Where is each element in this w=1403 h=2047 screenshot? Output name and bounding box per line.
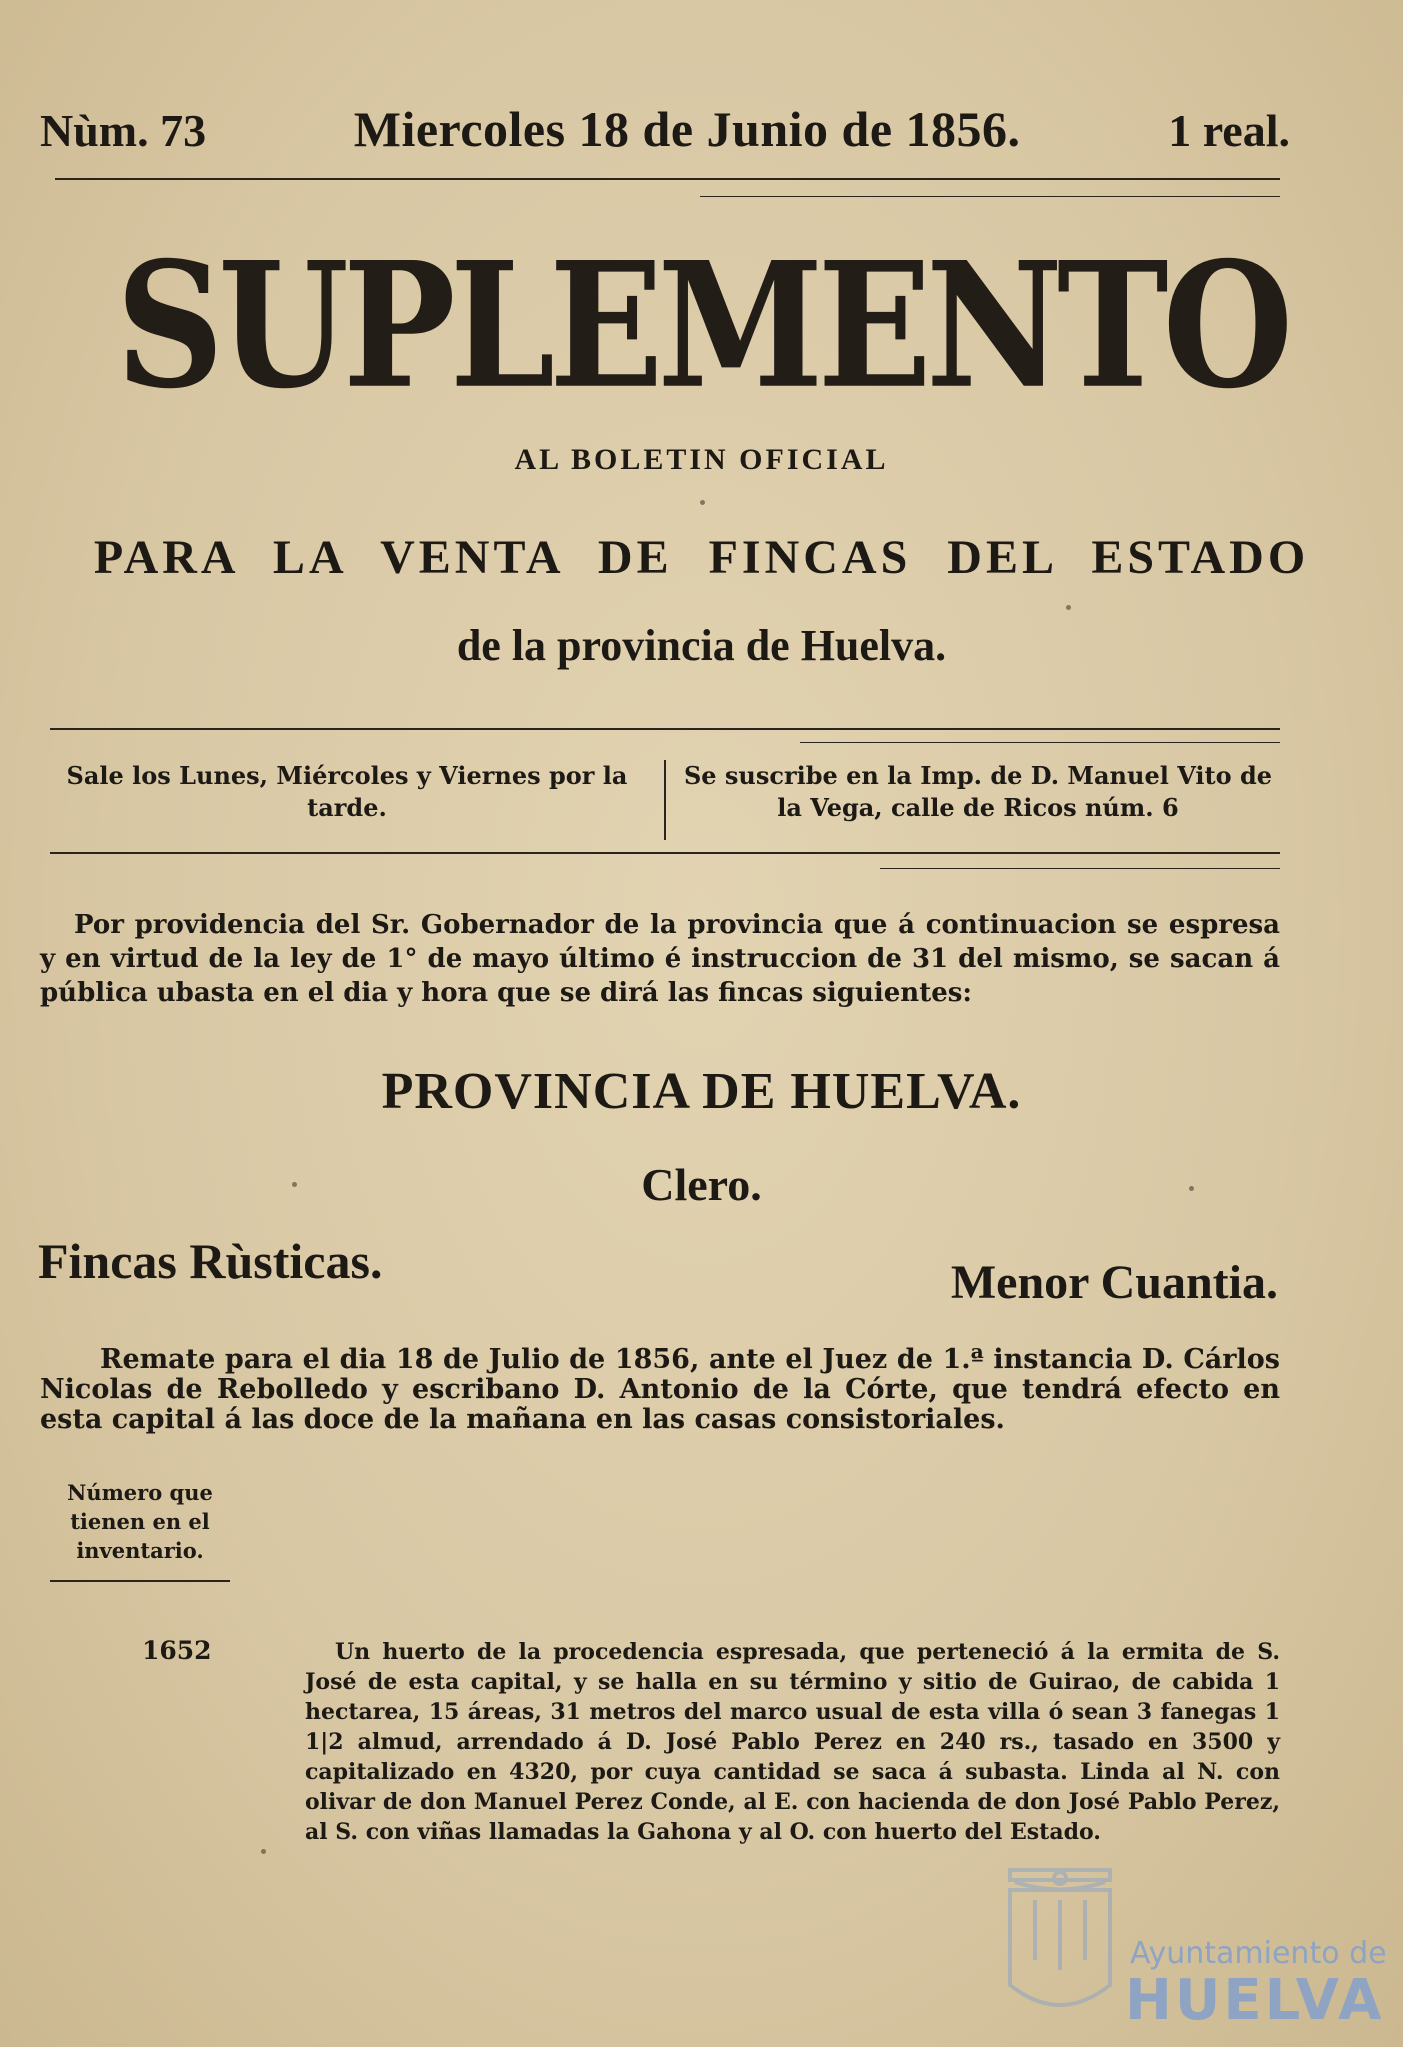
ink-speck (700, 500, 705, 505)
subscription-info: Se suscribe en la Imp. de D. Manuel Vito de la Vega, calle de Ricos núm. 6 (664, 760, 1280, 840)
subscription-rule-top-thin (800, 742, 1280, 743)
masthead-rule-thin (700, 196, 1280, 197)
ink-speck (1189, 1186, 1194, 1191)
subscription-rule-top (50, 728, 1280, 730)
ink-speck (261, 1849, 266, 1854)
property-description: Un huerto de la procedencia espresada, que perteneció á la ermita de S. José de esta capital, y se halla en su término y sitio de Guirao, de cabida 1 hectarea, 15 áreas, 31 metros del marco usual de esta villa ó sean 3 fanegas 1 1|2 almud, arrendado á D. José Pablo Perez en 240 rs., tasado en 3500 y capitalizado en 4320, por cuya cantidad se saca á subasta. Linda al N. con olivar de don Manuel Perez Conde, al E. con hacienda de don José Pablo Perez, al S. con viñas llamadas la Gahona y al O. con huerto del Estado. (305, 1639, 1280, 1845)
subscription-box (40, 760, 1280, 840)
amount-class-heading: Menor Cuantia. (950, 1256, 1278, 1309)
watermark-line-1: Ayuntamiento de (1130, 1936, 1387, 1971)
column-header-rule (50, 1580, 230, 1582)
subtitle-boletin: AL BOLETIN OFICIAL (514, 443, 889, 476)
subtitle-venta: PARA LA VENTA DE FINCAS DEL ESTADO (93, 531, 1310, 584)
watermark-line-2: HUELVA (1125, 1968, 1385, 2033)
issue-number: Nùm. 73 (40, 105, 207, 156)
inventory-column-header: Número que tienen en el inventario. (67, 1480, 213, 1563)
subtitle-provincia: de la provincia de Huelva. (456, 621, 947, 670)
province-heading: PROVINCIA DE HUELVA. (381, 1063, 1022, 1120)
page-title: SUPLEMENTO (115, 224, 1288, 428)
subscription-rule-bottom (50, 852, 1280, 854)
inventory-number: 1652 (142, 1636, 212, 1665)
category-heading: Clero. (641, 1159, 762, 1210)
property-type-heading: Fincas Rùsticas. (38, 1233, 383, 1289)
subscription-rule-bottom-thin (880, 868, 1280, 869)
auction-paragraph: Remate para el dia 18 de Julio de 1856, ante el Juez de 1.ª instancia D. Cárlos Nicolas de Rebolledo y escribano D. Antonio de la Córte, que tendrá efecto en esta capital á las doce de la mañana en las casas consistoriales. (40, 1344, 1280, 1435)
ink-speck (292, 1182, 297, 1187)
publication-schedule: Sale los Lunes, Miércoles y Viernes por la tarde. (66, 761, 628, 822)
masthead-rule (55, 178, 1280, 180)
ink-speck (1066, 605, 1071, 610)
issue-date: Miercoles 18 de Junio de 1856. (353, 101, 1021, 157)
intro-paragraph: Por providencia del Sr. Gobernador de la provincia que á continuacion se espresa y en virtud de la ley de 1° de mayo último é instruccion de 31 del mismo, se sacan á pública ubasta en el dia y hora que se dirá las fincas siguientes: (40, 910, 1280, 1008)
masthead (40, 100, 1290, 158)
issue-price: 1 real. (1168, 105, 1290, 156)
